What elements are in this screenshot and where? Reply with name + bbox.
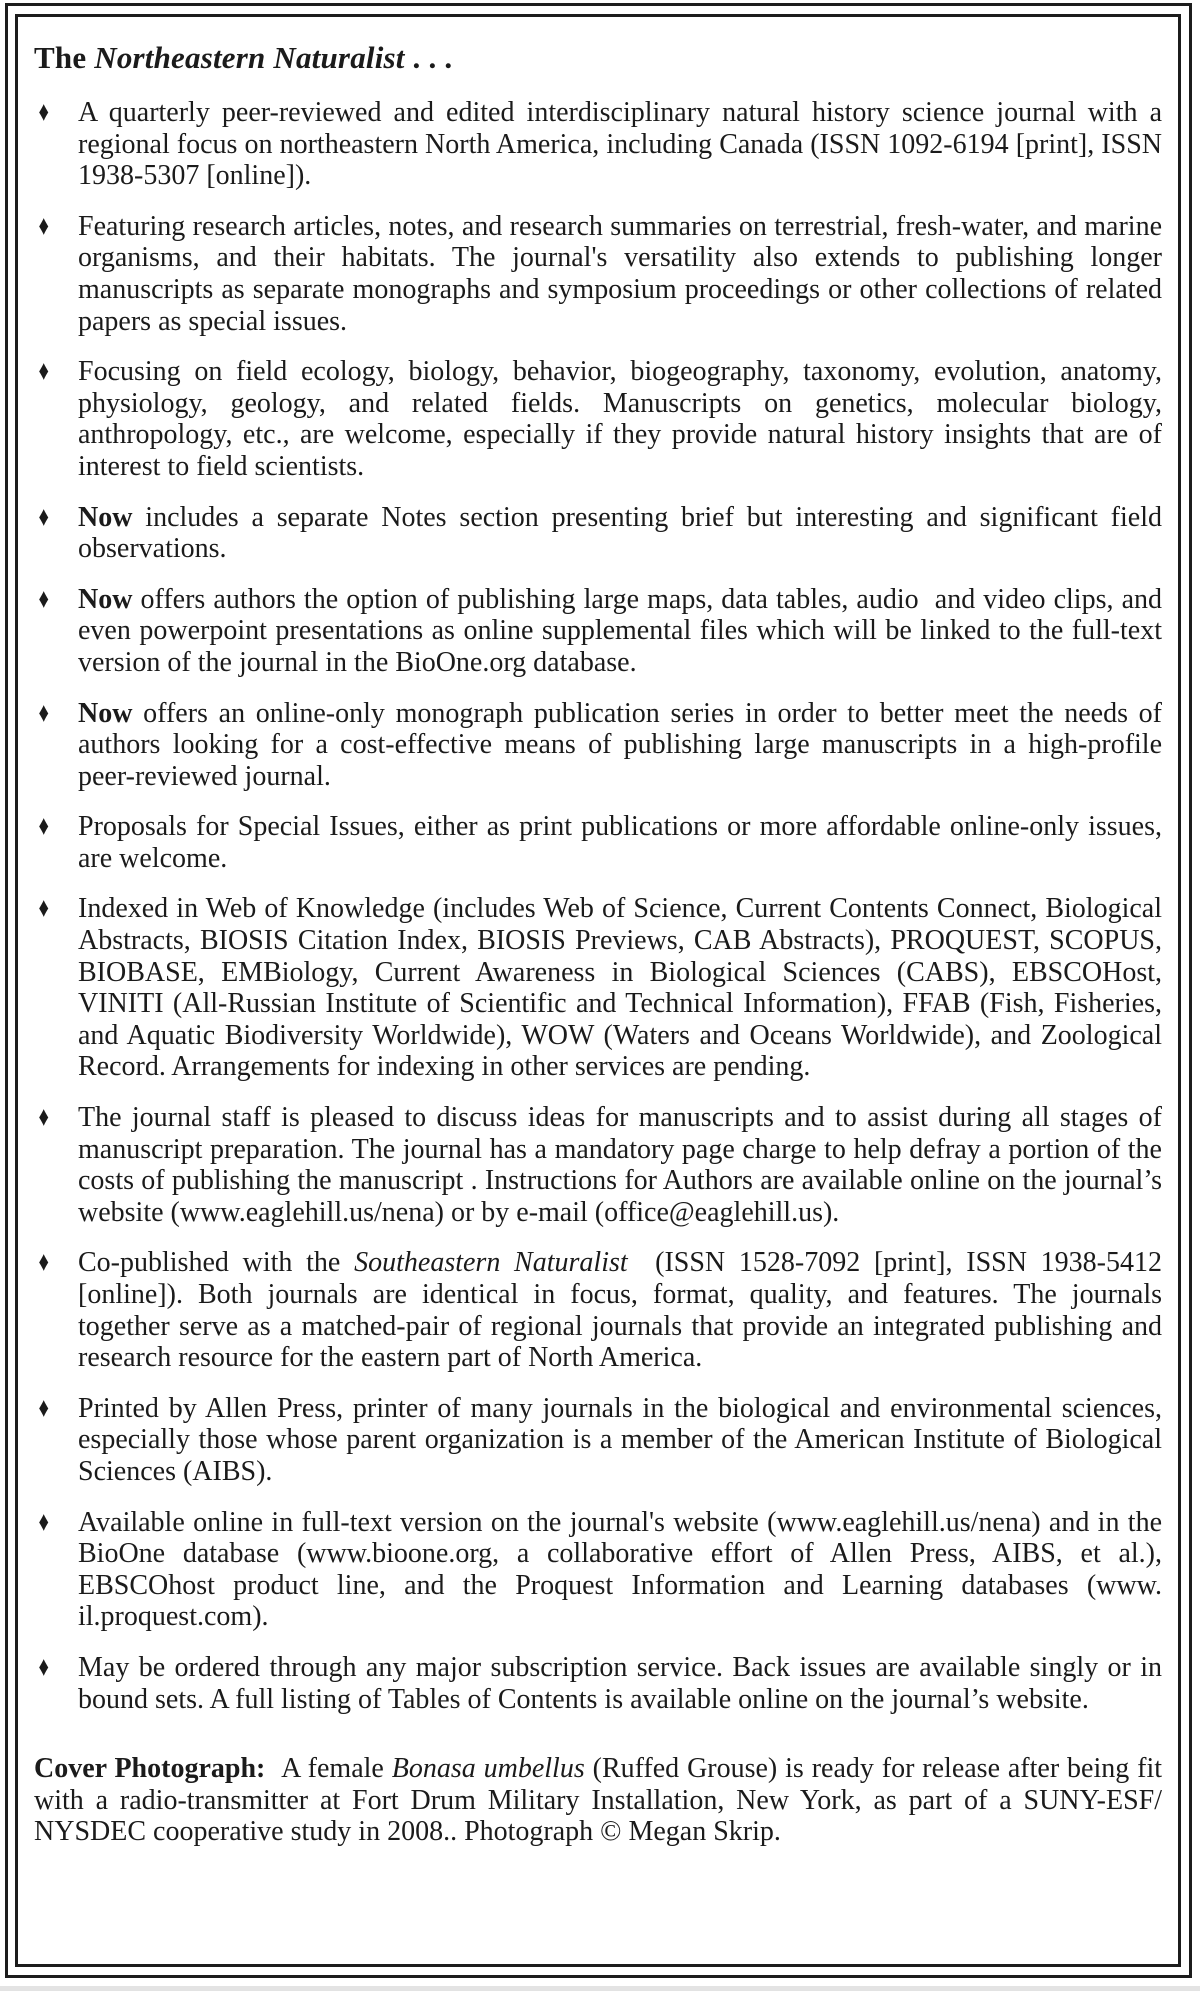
diamond-bullet-icon: ♦	[38, 1393, 50, 1424]
inner-border	[15, 14, 1181, 1967]
bullet-item	[32, 893, 1162, 1083]
bullet-text	[78, 1247, 1162, 1373]
bullet-item	[32, 698, 1162, 793]
bullet-item	[32, 502, 1162, 565]
bullet-text	[78, 1652, 1162, 1715]
bullet-text	[78, 1507, 1162, 1633]
text-segment: Printed by Allen Press, printer of many journals in the biological and environmental sciences, especially those whose parent organization is a member of the American Institute of Biological Sciences (AIBS).	[78, 1392, 1162, 1487]
bullet-text	[78, 211, 1162, 337]
bullet-item	[32, 1247, 1162, 1373]
text-segment: Now	[78, 583, 133, 615]
text-segment: The	[34, 40, 95, 75]
bullet-item	[32, 356, 1162, 482]
text-segment: Featuring research articles, notes, and research summaries on terrestrial, fresh-water, and marine organisms, and their habitats. The journal's versatility also extends to publishing longer manuscripts as separate monographs and symposium proceedings or other collections of related papers as special issues.	[78, 210, 1162, 337]
text-segment: Co-published with the	[78, 1247, 355, 1279]
text-segment: Proposals for Special Issues, either as print publications or more affordable online-only issues, are welcome.	[78, 811, 1162, 874]
text-segment: The journal staff is pleased to discuss ideas for manuscripts and to assist during all stages of manuscript preparation. The journal has a mandatory page charge to help defray a portion of the costs of publishing the manuscript . Instructions for Authors are available online on the journal’s website (www.eaglehill.us/nena) or by e-mail (office@eaglehill.us).	[78, 1102, 1162, 1228]
text-segment: (ISSN 1528-7092 [print], ISSN 1938-5412 [online]). Both journals are identical in focus, format, quality, and features. The journals together serve as a matched-pair of regional journals that provide an integrated publishing and research resource for the eastern part of North America.	[78, 1247, 1163, 1374]
page-title	[34, 38, 1162, 78]
diamond-bullet-icon: ♦	[38, 698, 50, 728]
bullet-item	[32, 1102, 1162, 1228]
bullet-item	[32, 584, 1162, 679]
text-segment: offers an online-only monograph publication series in order to better meet the needs of authors looking for a cost-effective means of publishing large manuscripts in a high-profile peer-reviewed journal.	[78, 697, 1162, 792]
diamond-bullet-icon: ♦	[38, 584, 50, 615]
bullet-item	[32, 1507, 1162, 1633]
text-segment: Indexed in Web of Knowledge (includes Web of Science, Current Contents Connect, Biological Abstracts, BIOSIS Citation Index, BIOSIS Previews, CAB Abstracts), PROQUEST, SCOPUS, BIOBASE, EMBiology, Current Awareness in Biological Sciences (CABS), EBSCOHost, VINITI (All-Russian Institute of Scientific and Technical Information), FFAB (Fish, Fisheries, and Aquatic Biodiversity Worldwide), WOW (Waters and Oceans Worldwide), and Zoological Record. Arrangements for indexing in other services are pending.	[78, 893, 1162, 1083]
bullet-text	[78, 584, 1162, 679]
bullet-text	[78, 97, 1162, 192]
text-segment: May be ordered through any major subscription service. Back issues are available singly or in bound sets. A full listing of Tables of Contents is available online on the journal’s website.	[78, 1651, 1162, 1715]
page-content	[18, 17, 1178, 1964]
bullet-item	[32, 1393, 1162, 1488]
diamond-bullet-icon: ♦	[38, 894, 50, 924]
bullet-text	[78, 811, 1162, 874]
diamond-bullet-icon: ♦	[38, 1652, 50, 1683]
text-segment: Bonasa umbellus	[391, 1753, 585, 1785]
bullet-text	[78, 698, 1162, 793]
diamond-bullet-icon: ♦	[38, 1248, 50, 1278]
diamond-bullet-icon: ♦	[38, 356, 50, 387]
bullet-text	[78, 502, 1162, 565]
text-segment: Now	[78, 697, 133, 729]
text-segment: A quarterly peer-reviewed and edited interdisciplinary natural history science journal with a regional focus on northeastern North America, including Canada (ISSN 1092-6194 [print], ISSN 1938-5307 [online]).	[78, 97, 1162, 192]
bullet-item	[32, 97, 1162, 192]
bullet-text	[78, 1102, 1162, 1228]
text-segment: Southeastern Naturalist	[354, 1247, 628, 1279]
diamond-bullet-icon: ♦	[38, 211, 50, 242]
cover-photograph-caption	[34, 1753, 1162, 1848]
text-segment: Now	[78, 501, 133, 533]
bullet-text	[78, 1393, 1162, 1488]
bullet-item	[32, 1652, 1162, 1715]
text-segment: Cover Photograph:	[34, 1753, 266, 1785]
bullet-item	[32, 211, 1162, 337]
diamond-bullet-icon: ♦	[38, 502, 50, 532]
bullet-item	[32, 811, 1162, 874]
diamond-bullet-icon: ♦	[38, 97, 50, 128]
text-segment: includes a separate Notes section presenting brief but interesting and significant field observations.	[78, 501, 1162, 565]
diamond-bullet-icon: ♦	[38, 1507, 50, 1537]
bullet-text	[78, 356, 1162, 482]
text-segment: Available online in full-text version on the journal's website (www.eaglehill.us/nena) and in the BioOne database (www.bioone.org, a collaborative effort of Allen Press, AIBS, et al.), EBSCOhost product line, and the Proquest Information and Learning databases (www. il.proquest.com).	[78, 1506, 1162, 1633]
bullet-text	[78, 893, 1162, 1083]
diamond-bullet-icon: ♦	[38, 1102, 50, 1133]
text-segment: Northeastern Naturalist	[94, 40, 405, 75]
text-segment: (Ruffed Grouse) is ready for release after being fit with a radio-transmitter at Fort Drum Military Installation, New York, as part of a SUNY-ESF/ NYSDEC cooperative study in 2008.. Photograph © Megan Skrip.	[34, 1753, 1163, 1848]
text-segment: A female	[265, 1753, 392, 1785]
text-segment: offers authors the option of publishing large maps, data tables, audio and video clips, and even powerpoint presentations as online supplemental files which will be linked to the full-text version of the journal in the BioOne.org database.	[78, 583, 1162, 678]
scan-edge-artifact	[0, 1986, 1200, 1991]
text-segment: . . .	[404, 40, 453, 75]
bullet-list	[32, 97, 1162, 1715]
outer-border	[5, 3, 1192, 1978]
text-segment: Focusing on field ecology, biology, behavior, biogeography, taxonomy, evolution, anatomy, physiology, geology, and related fields. Manuscripts on genetics, molecular biology, anthropology, etc., are welcome, especially if they provide natural history insights that are of interest to field scientists.	[78, 356, 1162, 482]
diamond-bullet-icon: ♦	[38, 811, 50, 842]
